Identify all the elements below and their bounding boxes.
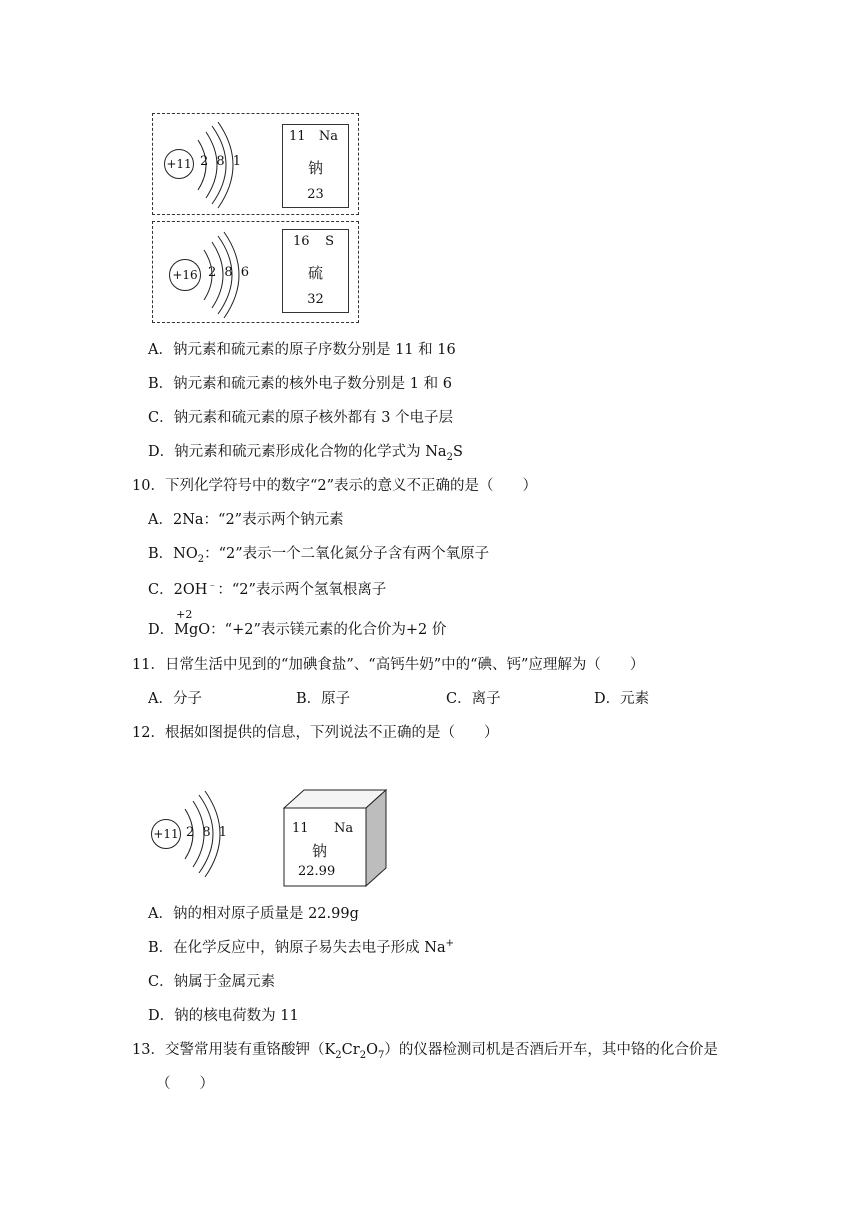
na-shell-numbers: 2 8 1 [200,154,244,169]
q13-answer-blank: （ ） [156,1076,214,1092]
q10-option-b: B．$NO_2$：“2”表示一个二氧化氮分子含有两个氧原子 [148,546,490,565]
q10-option-d: D． +2 MgO：“+2”表示镁元素的化合价为+2 价 [148,608,447,638]
atomic-mass: 23 [307,187,324,202]
q11-option-c: C．离子 [446,691,501,707]
q11-option-d: D．元素 [594,691,650,707]
element-symbol: S [325,234,334,249]
valence-label: +2 [176,608,193,621]
q11-stem: 11．日常生活中见到的“加碘食盐”、“高钙牛奶”中的“碘、钙”应理解为（ ） [132,657,645,673]
atomic-mass: 32 [307,292,324,307]
atomic-number: 11 [289,129,306,144]
element-symbol: Na [318,129,338,144]
na-element-card [282,124,349,208]
q12-stem: 12．根据如图提供的信息，下列说法不正确的是（ ） [132,725,499,741]
q11-option-a: A．分子 [148,691,202,707]
q9-option-b: B．钠元素和硫元素的核外电子数分别是 1 和 6 [148,376,452,392]
q12-option-d: D．钠的核电荷数为 11 [148,1008,299,1024]
q12-option-a: A．钠的相对原子质量是 22.99g [148,906,359,922]
q10-stem: 10．下列化学符号中的数字“2”表示的意义不正确的是（ ） [132,478,537,494]
atomic-number: 16 [293,234,310,249]
q12-atomic-number: 11 [292,821,309,836]
q10-option-a: A．2Na：“2”表示两个钠元素 [148,512,344,528]
s-shell-numbers: 2 8 6 [208,265,252,280]
q9-option-a: A．钠元素和硫元素的原子序数分别是 11 和 16 [148,342,456,358]
element-name: 钠 [307,159,323,177]
q12-option-c: C．钠属于金属元素 [148,974,276,990]
q12-element-name: 钠 [312,842,328,860]
q12-option-b: B．在化学反应中，钠原子易失去电子形成 Na+ [148,938,454,956]
s-nucleus: +16 [169,259,201,291]
q9-option-c: C．钠元素和硫元素的原子核外都有 3 个电子层 [148,410,454,426]
q12-element-symbol: Na [334,821,354,836]
q9-option-d: D．钠元素和硫元素形成化合物的化学式为 $Na_2S$ [148,444,463,463]
na-nucleus: +11 [164,149,194,179]
q12-atomic-mass: 22.99 [298,864,336,879]
q13-stem: 13．交警常用装有重铬酸钾$(K_2Cr_2O_7)$的仪器检测司机是否酒后开车，其中铬的化合价是 [132,1042,718,1061]
element-name: 硫 [307,264,323,282]
q10-option-c: C．2OH﹣：“2”表示两个氢氧根离子 [148,580,387,598]
q12-nucleus: +11 [151,819,181,849]
s-element-card [282,229,349,313]
q12-shell-numbers: 2 8 1 [186,825,230,840]
q11-option-b: B．原子 [296,691,351,707]
